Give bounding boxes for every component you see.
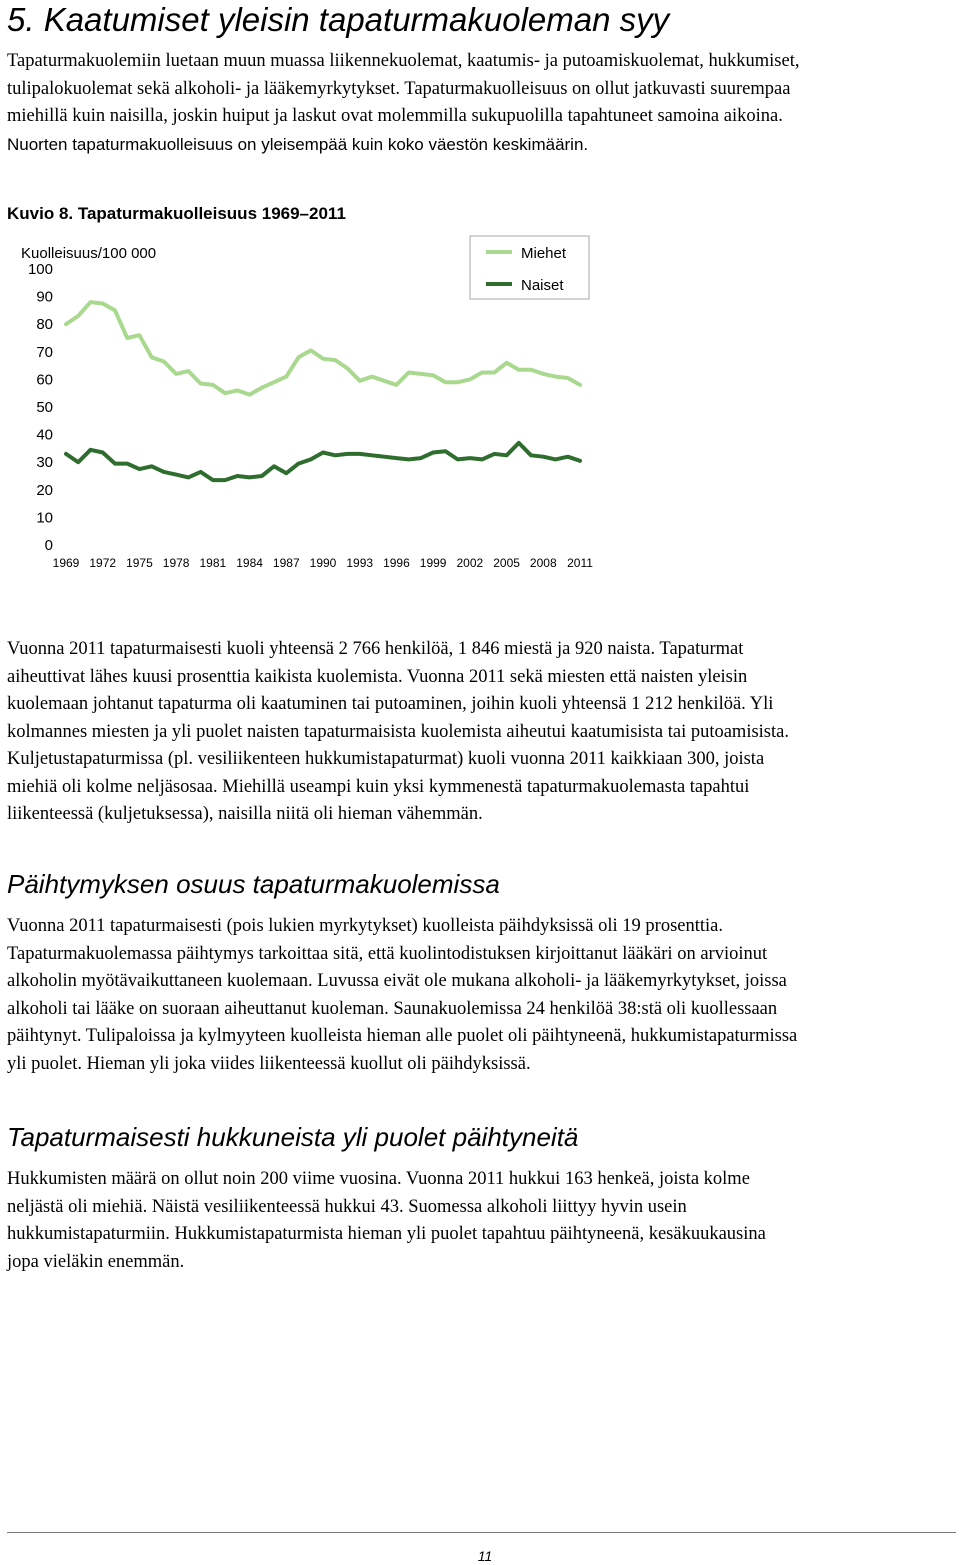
x-tick-label: 1978: [162, 556, 190, 570]
x-tick-label: 1969: [52, 556, 80, 570]
body-line: kolmannes miesten ja yli puolet naisten tapaturmaisista kuolemista aiheutui kaatumisista tai putoamisista.: [7, 721, 789, 742]
y-axis-label: Kuolleisuus/100 000: [21, 245, 157, 262]
section-hukkuneet-paragraph: [7, 1166, 957, 1276]
section3-line: Hukkumisten määrä on ollut noin 200 viime vuosina. Vuonna 2011 hukkui 163 henkeä, joista kolme: [7, 1169, 750, 1189]
mortality-line-chart: [0, 228, 620, 580]
x-ticks: [53, 556, 594, 570]
intro-line: tulipalokuolemat sekä alkoholi- ja lääkemyrkytykset. Tapaturmakuolleisuus on ollut jatkuvasti suurempaa: [7, 78, 791, 99]
x-tick-label: 2002: [456, 556, 484, 570]
footer-rule: [7, 1532, 956, 1533]
page-number: 11: [477, 1548, 493, 1564]
body-paragraph: [7, 636, 957, 829]
y-tick-label: 70: [36, 343, 53, 361]
section2-line: yli puolet. Hieman yli joka viides liikenteessä kuollut oli päihdyksissä.: [7, 1053, 531, 1074]
y-tick-label: 10: [36, 509, 53, 527]
x-tick-label: 2008: [529, 556, 557, 570]
y-ticks: [28, 261, 53, 554]
intro-line: Nuorten tapaturmakuolleisuus on yleisempää kuin koko väestön keskimäärin.: [7, 134, 589, 154]
y-tick-label: 60: [36, 371, 53, 389]
body-line: Vuonna 2011 tapaturmaisesti kuoli yhteensä 2 766 henkilöä, 1 846 miestä ja 920 naista. Tapaturmat: [7, 639, 744, 659]
chart-legend: [470, 236, 589, 299]
y-tick-label: 20: [36, 481, 53, 499]
body-line: liikenteessä (kuljetuksessa), naisilla niitä oli hieman vähemmän.: [7, 804, 483, 824]
body-line: kuolemaan johtanut tapaturma oli kaatuminen tai putoaminen, joihin kuoli yhteensä 1 212 henkilöä. Yli: [7, 694, 774, 714]
section3-line: hukkumistapaturmiin. Hukkumistapaturmista hieman yli puolet tapahtuu päihtyneenä, kesäkuukausina: [7, 1224, 766, 1244]
section-heading-paihtymys: Päihtymyksen osuus tapaturmakuolemissa: [7, 869, 500, 899]
x-tick-label: 1972: [89, 556, 117, 570]
x-tick-label: 1999: [419, 556, 447, 570]
y-tick-label: 100: [27, 261, 53, 278]
intro-paragraph: [7, 48, 957, 158]
section3-line: jopa vieläkin enemmän.: [7, 1251, 185, 1272]
y-tick-label: 40: [36, 426, 53, 444]
section3-line: neljästä oli miehiä. Näistä vesiliikenteessä hukkui 43. Suomessa alkoholi liittyy hyvin usein: [7, 1196, 687, 1217]
intro-line: miehillä kuin naisilla, joskin huiput ja laskut ovat molemmilla sukupuolilla tapahtuneet samoina aikoina.: [7, 106, 783, 126]
section2-line: Vuonna 2011 tapaturmaisesti (pois lukien myrkytykset) kuolleista päihdyksissä oli 19 prosenttia.: [7, 916, 723, 936]
y-tick-label: 30: [36, 454, 53, 472]
x-tick-label: 1987: [272, 556, 300, 570]
y-tick-label: 80: [36, 316, 53, 334]
body-line: miehiä oli kolme neljäsosaa. Miehillä useampi kuin yksi kymmenestä tapaturmakuolemasta tapahtui: [7, 776, 750, 797]
legend-label-naiset: Naiset: [521, 277, 564, 294]
section2-line: alkoholin myötävaikuttaneen kuolemaan. Luvussa eivät ole mukana alkoholi- ja lääkemyrkytykset, joissa: [7, 971, 787, 991]
figure-title: Kuvio 8. Tapaturmakuolleisuus 1969–2011: [7, 204, 346, 223]
section-paihtymys-paragraph: [7, 913, 957, 1078]
x-tick-label: 1993: [346, 556, 374, 570]
legend-label-miehet: Miehet: [521, 245, 567, 262]
x-tick-label: 2005: [493, 556, 520, 570]
x-tick-label: 1981: [199, 556, 227, 570]
section2-line: päihtynyt. Tulipaloissa ja kylmyyteen kuolleista hieman alle puolet oli päihtyneenä, hukkumistapaturmissa: [7, 1026, 798, 1046]
x-tick-label: 2011: [567, 556, 593, 570]
section2-line: alkoholi tai lääke on suoraan aiheuttanut kuoleman. Saunakuolemissa 24 henkilöä 38:stä oli kuollessaan: [7, 998, 778, 1019]
page-heading: 5. Kaatumiset yleisin tapaturmakuoleman syy: [7, 1, 670, 38]
section-heading-hukkuneet: Tapaturmaisesti hukkuneista yli puolet päihtyneitä: [7, 1122, 579, 1152]
series-lines: [66, 302, 580, 480]
body-line: aiheuttivat lähes kuusi prosenttia kaikista kuolemista. Vuonna 2011 sekä miesten että naisten yleisin: [7, 666, 748, 687]
x-tick-label: 1975: [126, 556, 153, 570]
y-tick-label: 50: [36, 399, 53, 416]
x-tick-label: 1990: [309, 556, 337, 570]
series-line-miehet: [66, 302, 580, 395]
body-line: Kuljetustapaturmissa (pl. vesiliikenteen hukkumistapaturmat) kuoli vuonna 2011 kaikkiaan 300, joista: [7, 749, 765, 769]
y-tick-label: 0: [44, 537, 53, 554]
x-tick-label: 1984: [236, 556, 263, 570]
intro-line: Tapaturmakuolemiin luetaan muun muassa liikennekuolemat, kaatumis- ja putoamiskuolemat, hukkumiset,: [7, 51, 800, 71]
y-tick-label: 90: [36, 288, 53, 306]
section2-line: Tapaturmakuolemassa päihtymys tarkoittaa sitä, että kuolintodistuksen kirjoittanut lääkäri on arvioinut: [7, 943, 768, 964]
x-tick-label: 1996: [383, 556, 410, 570]
series-line-naiset: [66, 443, 580, 480]
